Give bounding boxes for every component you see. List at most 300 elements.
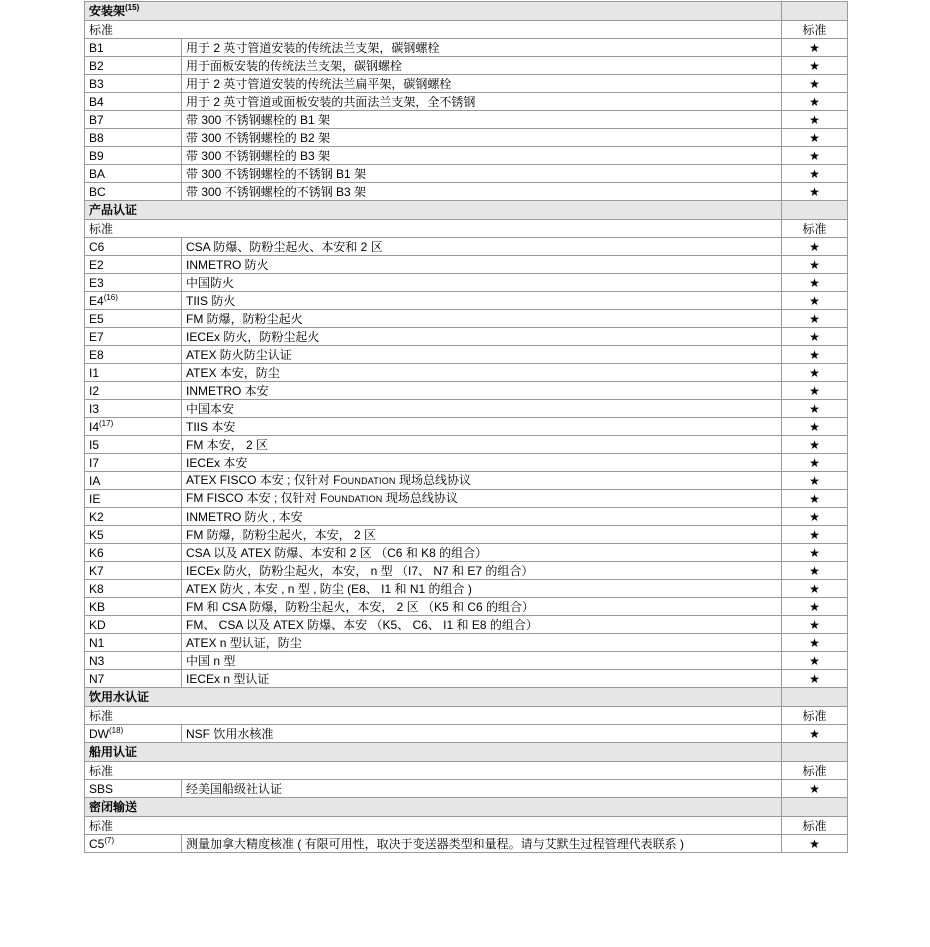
standard-star-icon: ★	[809, 112, 820, 127]
standard-column-label: 标准	[802, 22, 827, 37]
option-code: B3	[89, 76, 104, 91]
table-row	[85, 725, 848, 743]
option-code-cell	[85, 93, 182, 111]
table-row	[85, 256, 848, 274]
option-code: DW	[89, 726, 109, 741]
option-description: FM 本安， 2 区	[186, 437, 269, 452]
standard-mark-cell	[782, 256, 848, 274]
standard-mark-cell	[782, 75, 848, 93]
option-code-cell	[85, 39, 182, 57]
standard-label: 标准	[89, 763, 114, 778]
option-description-cell	[182, 454, 782, 472]
standard-label-cell	[85, 762, 782, 780]
standard-mark-cell	[782, 238, 848, 256]
option-description-cell	[182, 544, 782, 562]
table-row	[85, 183, 848, 201]
standard-star-icon: ★	[809, 239, 820, 254]
option-description: IECEx 防火，防粉尘起火	[186, 329, 320, 344]
standard-mark-cell	[782, 670, 848, 688]
section-title-mark-cell	[782, 2, 848, 21]
section-header-row	[85, 2, 848, 21]
option-description-cell	[182, 129, 782, 147]
option-code: B8	[89, 130, 104, 145]
table-row	[85, 508, 848, 526]
table-row	[85, 165, 848, 183]
standard-mark-cell	[782, 835, 848, 853]
option-description-cell	[182, 436, 782, 454]
option-code: N7	[89, 671, 105, 686]
section-title: 饮用水认证	[89, 690, 150, 704]
section-header-row	[85, 798, 848, 817]
standard-star-icon: ★	[809, 401, 820, 416]
table-row	[85, 490, 848, 508]
option-description: FM、 CSA 以及 ATEX 防爆、本安 （K5、 C6、 I1 和 E8 的组合）	[186, 617, 538, 632]
standard-star-icon: ★	[809, 653, 820, 668]
option-description-cell	[182, 780, 782, 798]
section-title: 船用认证	[89, 745, 138, 759]
option-description: 带 300 不锈钢螺栓的 B3 架	[186, 148, 331, 163]
table-row	[85, 292, 848, 310]
table-row	[85, 93, 848, 111]
option-description: TIIS 本安	[186, 419, 236, 434]
option-description-cell	[182, 346, 782, 364]
option-code: I5	[89, 437, 100, 452]
option-description: FM 防爆，防粉尘起火	[186, 311, 303, 326]
option-code: K5	[89, 527, 104, 542]
standard-mark-cell	[782, 508, 848, 526]
section-title-mark-cell	[782, 743, 848, 762]
table-row	[85, 129, 848, 147]
option-code-footnote: (18)	[109, 725, 124, 735]
option-description-cell	[182, 183, 782, 201]
option-code-cell	[85, 238, 182, 256]
option-description-cell	[182, 670, 782, 688]
option-description-cell	[182, 165, 782, 183]
standard-star-icon: ★	[809, 347, 820, 362]
option-code: I1	[89, 365, 100, 380]
section-header-row	[85, 201, 848, 220]
option-code-cell	[85, 544, 182, 562]
option-code: I7	[89, 455, 100, 470]
section-title-cell	[85, 798, 782, 817]
option-description: 带 300 不锈钢螺栓的 B1 架	[186, 112, 331, 127]
option-description-cell	[182, 238, 782, 256]
table-row	[85, 75, 848, 93]
option-code: I4	[89, 419, 100, 434]
option-code-cell	[85, 670, 182, 688]
standard-star-icon: ★	[809, 545, 820, 560]
section-title-cell	[85, 743, 782, 762]
option-description-cell	[182, 292, 782, 310]
option-description: 经美国船级社认证	[186, 781, 283, 796]
table-row	[85, 670, 848, 688]
standard-mark-cell	[782, 436, 848, 454]
standard-label-cell	[85, 817, 782, 835]
table-row	[85, 652, 848, 670]
option-code: IE	[89, 491, 101, 506]
standard-column-cell	[782, 817, 848, 835]
option-code-cell	[85, 183, 182, 201]
option-description-cell	[182, 508, 782, 526]
option-description: 用于面板安装的传统法兰支架，碳钢螺栓	[186, 58, 403, 73]
standard-star-icon: ★	[809, 166, 820, 181]
standard-mark-cell	[782, 490, 848, 508]
option-code-cell	[85, 598, 182, 616]
option-code-cell	[85, 400, 182, 418]
option-description-cell	[182, 274, 782, 292]
standard-mark-cell	[782, 346, 848, 364]
option-description-cell	[182, 400, 782, 418]
standard-star-icon: ★	[809, 617, 820, 632]
table-row	[85, 454, 848, 472]
standard-column-label: 标准	[802, 763, 827, 778]
option-code: E8	[89, 347, 104, 362]
table-row	[85, 238, 848, 256]
option-description-cell	[182, 310, 782, 328]
standard-star-icon: ★	[809, 437, 820, 452]
standard-mark-cell	[782, 165, 848, 183]
option-code-cell	[85, 454, 182, 472]
table-row	[85, 364, 848, 382]
section-title-footnote: (15)	[125, 3, 140, 12]
table-row	[85, 562, 848, 580]
option-code-cell	[85, 634, 182, 652]
option-description-cell	[182, 256, 782, 274]
option-code-cell	[85, 274, 182, 292]
option-description: FM 防爆，防粉尘起火，本安， 2 区	[186, 527, 377, 542]
option-code-footnote: (17)	[99, 418, 114, 428]
standard-mark-cell	[782, 111, 848, 129]
option-code: KB	[89, 599, 106, 614]
option-description: ATEX 防火 , 本安 , n 型 , 防尘 (E8、 I1 和 N1 的组合 )	[186, 581, 472, 596]
standard-label: 标准	[89, 221, 114, 236]
standard-star-icon: ★	[809, 563, 820, 578]
standard-mark-cell	[782, 544, 848, 562]
option-code-footnote: (7)	[104, 835, 115, 845]
option-code: K8	[89, 581, 104, 596]
standard-star-icon: ★	[809, 275, 820, 290]
table-row	[85, 580, 848, 598]
standard-mark-cell	[782, 364, 848, 382]
table-row	[85, 111, 848, 129]
table-row	[85, 436, 848, 454]
option-description-cell	[182, 57, 782, 75]
option-code: I2	[89, 383, 100, 398]
standard-mark-cell	[782, 725, 848, 743]
standard-star-icon: ★	[809, 473, 820, 488]
standard-mark-cell	[782, 562, 848, 580]
option-description: NSF 饮用水核准	[186, 726, 274, 741]
standard-header-row	[85, 220, 848, 238]
standard-star-icon: ★	[809, 726, 820, 741]
standard-label-cell	[85, 707, 782, 725]
option-code-cell	[85, 292, 182, 310]
standard-star-icon: ★	[809, 491, 820, 506]
option-description-smallcaps: OUNDATION	[327, 494, 383, 504]
option-code: E5	[89, 311, 104, 326]
option-description: CSA 防爆、防粉尘起火、本安和 2 区	[186, 239, 383, 254]
standard-star-icon: ★	[809, 599, 820, 614]
option-description-cell	[182, 835, 782, 853]
option-code: K6	[89, 545, 104, 560]
standard-star-icon: ★	[809, 148, 820, 163]
section-header-row	[85, 688, 848, 707]
option-description-cell	[182, 382, 782, 400]
option-code: N1	[89, 635, 105, 650]
standard-star-icon: ★	[809, 781, 820, 796]
section-title: 安装架	[89, 4, 126, 18]
table-row	[85, 472, 848, 490]
table-row	[85, 544, 848, 562]
option-code-cell	[85, 725, 182, 743]
option-code-cell	[85, 580, 182, 598]
table-row	[85, 835, 848, 853]
option-description-cell	[182, 562, 782, 580]
option-description: IECEx 本安	[186, 455, 248, 470]
standard-mark-cell	[782, 147, 848, 165]
option-code: KD	[89, 617, 106, 632]
option-description-cell	[182, 364, 782, 382]
table-row	[85, 57, 848, 75]
section-title-cell	[85, 201, 782, 220]
option-code-cell	[85, 418, 182, 436]
standard-mark-cell	[782, 129, 848, 147]
standard-star-icon: ★	[809, 836, 820, 851]
option-code: N3	[89, 653, 105, 668]
option-code: IA	[89, 473, 101, 488]
table-row	[85, 634, 848, 652]
option-code-cell	[85, 562, 182, 580]
option-description-cell	[182, 634, 782, 652]
table-row	[85, 616, 848, 634]
option-description: 带 300 不锈钢螺栓的不锈钢 B3 架	[186, 184, 367, 199]
table-row	[85, 418, 848, 436]
standard-mark-cell	[782, 780, 848, 798]
standard-star-icon: ★	[809, 293, 820, 308]
standard-star-icon: ★	[809, 509, 820, 524]
option-description: ATEX 本安，防尘	[186, 365, 280, 380]
option-description: TIIS 防火	[186, 293, 236, 308]
option-description-cell	[182, 418, 782, 436]
standard-mark-cell	[782, 652, 848, 670]
section-title: 产品认证	[89, 203, 138, 217]
standard-mark-cell	[782, 310, 848, 328]
section-title-cell	[85, 688, 782, 707]
option-code: E4	[89, 293, 104, 308]
option-code-cell	[85, 328, 182, 346]
standard-star-icon: ★	[809, 383, 820, 398]
option-code: BC	[89, 184, 106, 199]
option-description: 用于 2 英寸管道安装的传统法兰支架，碳钢螺栓	[186, 40, 440, 55]
option-code: E3	[89, 275, 104, 290]
standard-star-icon: ★	[809, 581, 820, 596]
standard-mark-cell	[782, 39, 848, 57]
standard-mark-cell	[782, 580, 848, 598]
table-row	[85, 274, 848, 292]
table-row	[85, 598, 848, 616]
option-description: ATEX n 型认证，防尘	[186, 635, 302, 650]
section-header-row	[85, 743, 848, 762]
option-code-cell	[85, 835, 182, 853]
option-description-cell	[182, 616, 782, 634]
option-description-cell	[182, 147, 782, 165]
option-code: E2	[89, 257, 104, 272]
option-description-prefix: FM FISCO 本安 ; 仅针对 F	[186, 491, 328, 505]
option-code: C5	[89, 836, 105, 851]
standard-mark-cell	[782, 328, 848, 346]
standard-mark-cell	[782, 526, 848, 544]
option-description-cell	[182, 39, 782, 57]
option-code-footnote: (16)	[103, 292, 118, 302]
table-row	[85, 400, 848, 418]
option-description-cell	[182, 472, 782, 490]
option-description-suffix: 现场总线协议	[382, 491, 458, 505]
option-code-cell	[85, 310, 182, 328]
option-description: 用于 2 英寸管道安装的传统法兰扁平架，碳钢螺栓	[186, 76, 452, 91]
section-title-cell	[85, 2, 782, 21]
standard-star-icon: ★	[809, 58, 820, 73]
standard-mark-cell	[782, 57, 848, 75]
standard-mark-cell	[782, 93, 848, 111]
option-description: INMETRO 防火 , 本安	[186, 509, 303, 524]
standard-column-cell	[782, 220, 848, 238]
option-description-cell	[182, 725, 782, 743]
option-code-cell	[85, 780, 182, 798]
option-code: BA	[89, 166, 106, 181]
option-description-cell	[182, 490, 782, 508]
option-code: B7	[89, 112, 104, 127]
option-code-cell	[85, 364, 182, 382]
option-description-cell	[182, 598, 782, 616]
option-description: ATEX 防火防尘认证	[186, 347, 292, 362]
option-code: B1	[89, 40, 104, 55]
option-code: K2	[89, 509, 104, 524]
standard-mark-cell	[782, 292, 848, 310]
option-description: INMETRO 本安	[186, 383, 269, 398]
table-row	[85, 382, 848, 400]
option-code-cell	[85, 147, 182, 165]
option-code-cell	[85, 346, 182, 364]
section-title-mark-cell	[782, 688, 848, 707]
option-description-cell	[182, 111, 782, 129]
option-code-cell	[85, 616, 182, 634]
option-description: CSA 以及 ATEX 防爆、本安和 2 区 （C6 和 K8 的组合）	[186, 545, 488, 560]
option-code-cell	[85, 57, 182, 75]
standard-column-cell	[782, 21, 848, 39]
standard-mark-cell	[782, 454, 848, 472]
table-row	[85, 310, 848, 328]
option-description-cell	[182, 580, 782, 598]
section-title: 密闭输送	[89, 800, 138, 814]
option-code: E7	[89, 329, 104, 344]
standard-mark-cell	[782, 274, 848, 292]
table-row	[85, 328, 848, 346]
standard-label-cell	[85, 21, 782, 39]
option-code-cell	[85, 508, 182, 526]
option-code-cell	[85, 256, 182, 274]
table-body	[85, 2, 848, 853]
section-title-mark-cell	[782, 798, 848, 817]
standard-label: 标准	[89, 818, 114, 833]
option-code: K7	[89, 563, 104, 578]
option-description: 带 300 不锈钢螺栓的不锈钢 B1 架	[186, 166, 367, 181]
option-code: B2	[89, 58, 104, 73]
standard-mark-cell	[782, 616, 848, 634]
option-description-cell	[182, 526, 782, 544]
option-code-cell	[85, 490, 182, 508]
standard-star-icon: ★	[809, 257, 820, 272]
option-code-cell	[85, 75, 182, 93]
option-description-cell	[182, 328, 782, 346]
option-code-cell	[85, 472, 182, 490]
option-description-cell	[182, 93, 782, 111]
standard-mark-cell	[782, 598, 848, 616]
option-description: INMETRO 防火	[186, 257, 269, 272]
standard-star-icon: ★	[809, 130, 820, 145]
standard-label: 标准	[89, 22, 114, 37]
standard-column-label: 标准	[802, 708, 827, 723]
standard-mark-cell	[782, 382, 848, 400]
model-options-table	[84, 1, 848, 853]
standard-star-icon: ★	[809, 311, 820, 326]
standard-header-row	[85, 817, 848, 835]
option-code: B9	[89, 148, 104, 163]
standard-star-icon: ★	[809, 329, 820, 344]
option-code-cell	[85, 526, 182, 544]
option-description: 中国本安	[186, 401, 235, 416]
standard-star-icon: ★	[809, 635, 820, 650]
table-row	[85, 39, 848, 57]
section-title-mark-cell	[782, 201, 848, 220]
option-description-cell	[182, 75, 782, 93]
option-description-smallcaps: OUNDATION	[340, 476, 396, 486]
standard-mark-cell	[782, 418, 848, 436]
standard-header-row	[85, 762, 848, 780]
table-row	[85, 147, 848, 165]
table-row	[85, 526, 848, 544]
option-description-prefix: ATEX FISCO 本安 ; 仅针对 F	[186, 473, 341, 487]
standard-label: 标准	[89, 708, 114, 723]
option-description: 测量加拿大精度核准 ( 有限可用性，取决于变送器类型和量程。请与艾默生过程管理代表联系 )	[186, 836, 684, 851]
option-code-cell	[85, 436, 182, 454]
standard-star-icon: ★	[809, 76, 820, 91]
standard-header-row	[85, 707, 848, 725]
standard-star-icon: ★	[809, 94, 820, 109]
option-code: SBS	[89, 781, 114, 796]
option-code: I3	[89, 401, 100, 416]
standard-column-cell	[782, 762, 848, 780]
option-code-cell	[85, 165, 182, 183]
standard-header-row	[85, 21, 848, 39]
standard-mark-cell	[782, 400, 848, 418]
standard-mark-cell	[782, 634, 848, 652]
option-code: C6	[89, 239, 105, 254]
standard-column-label: 标准	[802, 221, 827, 236]
standard-label-cell	[85, 220, 782, 238]
option-description: IECEx n 型认证	[186, 671, 270, 686]
table-row	[85, 780, 848, 798]
option-description: 中国防火	[186, 275, 235, 290]
standard-mark-cell	[782, 472, 848, 490]
standard-star-icon: ★	[809, 40, 820, 55]
standard-mark-cell	[782, 183, 848, 201]
option-description: FM 和 CSA 防爆，防粉尘起火，本安， 2 区 （K5 和 C6 的组合）	[186, 599, 535, 614]
standard-star-icon: ★	[809, 527, 820, 542]
option-description: 用于 2 英寸管道或面板安装的共面法兰支架，全不锈钢	[186, 94, 476, 109]
standard-star-icon: ★	[809, 419, 820, 434]
standard-column-label: 标准	[802, 818, 827, 833]
option-description-cell	[182, 652, 782, 670]
